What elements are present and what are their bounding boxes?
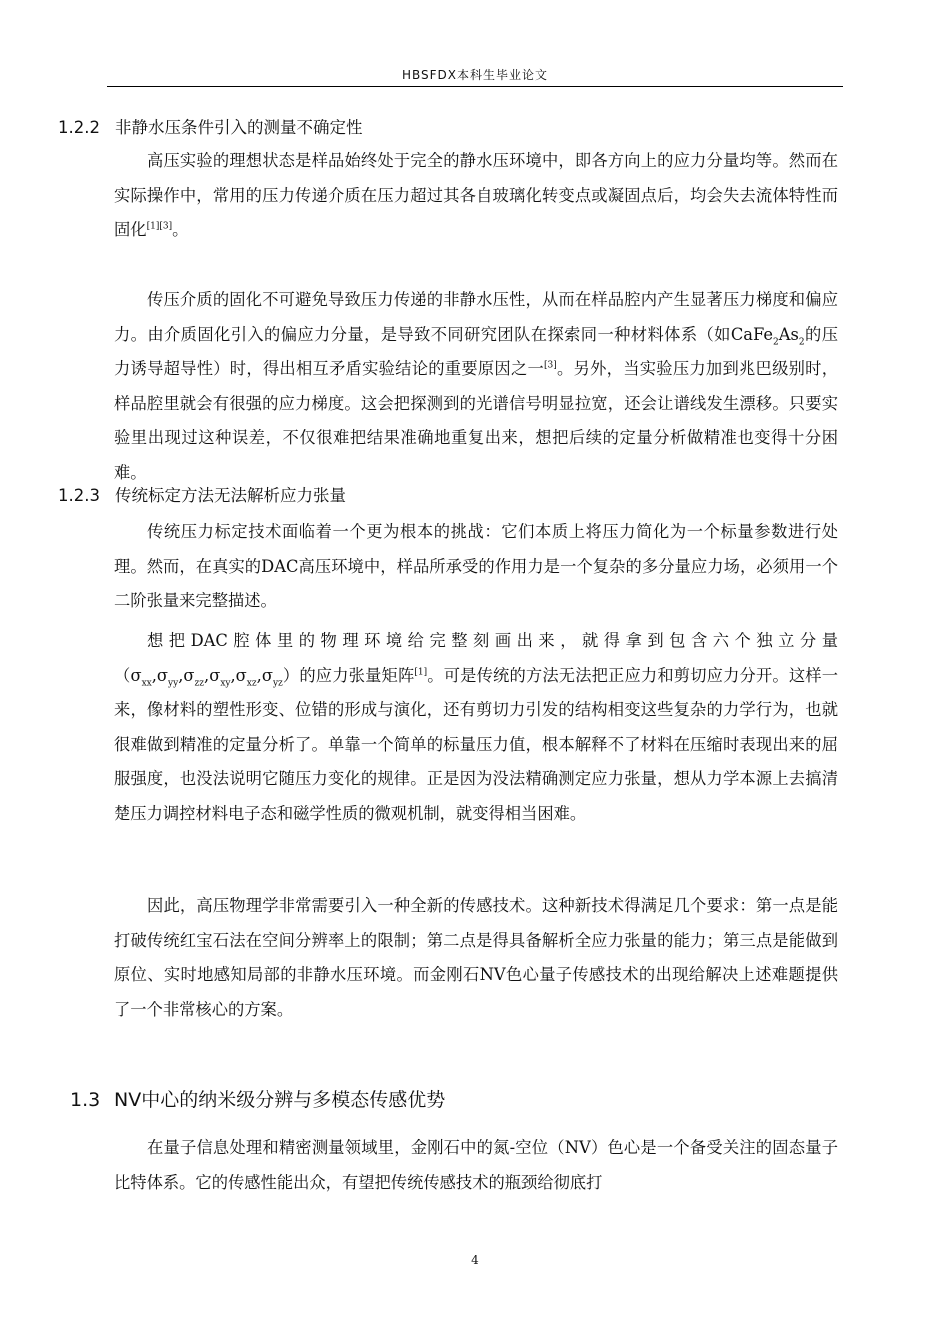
paragraph-text: 传压介质的固化不可避免导致压力传递的非静水压性，从而在样品腔内产生显著压力梯度和偏应力。由介质固化引入的偏应力分量，是导致不同研究团队在探索同一种材料体系（如CaFe [114, 290, 838, 344]
component-zz: $\sigma_{zz}$ [183, 665, 204, 688]
subscript: 2 [773, 336, 779, 347]
heading-1-2-2 [58, 116, 363, 140]
component-xx: $\sigma_{xx}$ [130, 665, 152, 688]
citation: [1] [414, 667, 428, 678]
paragraph-4 [114, 624, 838, 832]
heading-number: 1.3 [70, 1089, 101, 1111]
component-xy: $\sigma_{xy}$ [209, 665, 231, 688]
paragraph-text: ）的应力张量矩阵 [282, 665, 415, 685]
paragraph-2 [114, 283, 838, 491]
heading-1-3 [70, 1086, 445, 1114]
citation: [3] [544, 360, 557, 371]
paragraph-text: 因此，高压物理学非常需要引入一种全新的传感技术。这种新技术得满足几个要求：第一点是能打破传统红宝石法在空间分辨率上的限制；第二点是得具备解析全应力张量的能力；第三点是能做到原位、实时地感知局部的非静水压环境。而金刚石NV色心量子传感技术的出现给解决上述难题提供了一个非常核心的方案。 [114, 896, 838, 1019]
paragraph-6 [114, 1131, 838, 1200]
header-rule [107, 86, 843, 87]
component-yy: $\sigma_{yy}$ [156, 665, 179, 688]
heading-number: 1.2.2 [58, 118, 100, 137]
stress-components: $\sigma_{xx},\sigma_{yy},\sigma_{zz},\sigma_{xy},\sigma_{xz},\sigma_{yz}$ [130, 665, 283, 688]
paragraph-text: 高压实验的理想状态是样品始终处于完全的静水压环境中，即各方向上的应力分量均等。然而在实际操作中，常用的压力传递介质在压力超过其各自玻璃化转变点或凝固点后，均会失去流体特性而固化 [114, 151, 838, 240]
heading-title: 非静水压条件引入的测量不确定性 [115, 118, 363, 137]
heading-1-2-3 [58, 484, 346, 508]
page-number: 4 [471, 1253, 479, 1267]
paragraph-text: 传统压力标定技术面临着一个更为根本的挑战：它们本质上将压力简化为一个标量参数进行处理。然而，在真实的DAC高压环境中，样品所承受的作用力是一个复杂的多分量应力场，必须用一个二阶张量来完整描述。 [114, 522, 838, 611]
paragraph-text: 。另外，当实验压力加到兆巴级别时，样品腔里就会有很强的应力梯度。这会把探测到的光谱信号明显拉宽，还会让谱线发生漂移。只要实验里出现过这种误差，不仅很难把结果准确地重复出来，想把后续的定量分析做精准也变得十分困难。 [114, 359, 838, 482]
paragraph-text: 的压力诱导超导性）时，得出相互矛盾实验结论的重要原因之一 [114, 324, 838, 379]
paragraph-text: 。可是传统的方法无法把正应力和剪切应力分开。这样一来，像材料的塑性形变、位错的形成与演化，还有剪切力引发的结构相变这些复杂的力学行为，也就很难做到精准的定量分析了。单靠一个简单的标量压力值，根本解释不了材料在压缩时表现出来的屈服强度，也没法说明它随压力变化的规律。正是因为没法精确测定应力张量，想从力学本源上去搞清楚压力调控材料电子态和磁学性质的微观机制，就变得相当困难。 [114, 665, 838, 823]
heading-title: 传统标定方法无法解析应力张量 [115, 486, 346, 505]
heading-title: NV中心的纳米级分辨与多模态传感优势 [114, 1089, 446, 1111]
header-title: HBSFDX本科生毕业论文 [401, 68, 549, 82]
paragraph-text: 想把DAC腔体里的物理环境给完整刻画出来，就得拿到包含六个独立分量（ [114, 631, 838, 685]
paragraph-text: 。 [172, 220, 189, 240]
paragraph-text: 在量子信息处理和精密测量领域里，金刚石中的氮-空位（NV）色心是一个备受关注的固态量子比特体系。它的传感性能出众，有望把传统传感技术的瓶颈给彻底打 [114, 1138, 838, 1192]
heading-number: 1.2.3 [58, 486, 100, 505]
citation: [1][3] [146, 221, 173, 232]
component-yz: $\sigma_{yz}$ [261, 665, 283, 688]
paragraph-1 [114, 144, 838, 248]
component-xz: $\sigma_{xz}$ [235, 665, 257, 688]
subscript: 2 [798, 336, 805, 347]
paragraph-text: As [778, 324, 799, 344]
paragraph-3 [114, 515, 838, 619]
paragraph-5 [114, 889, 838, 1027]
